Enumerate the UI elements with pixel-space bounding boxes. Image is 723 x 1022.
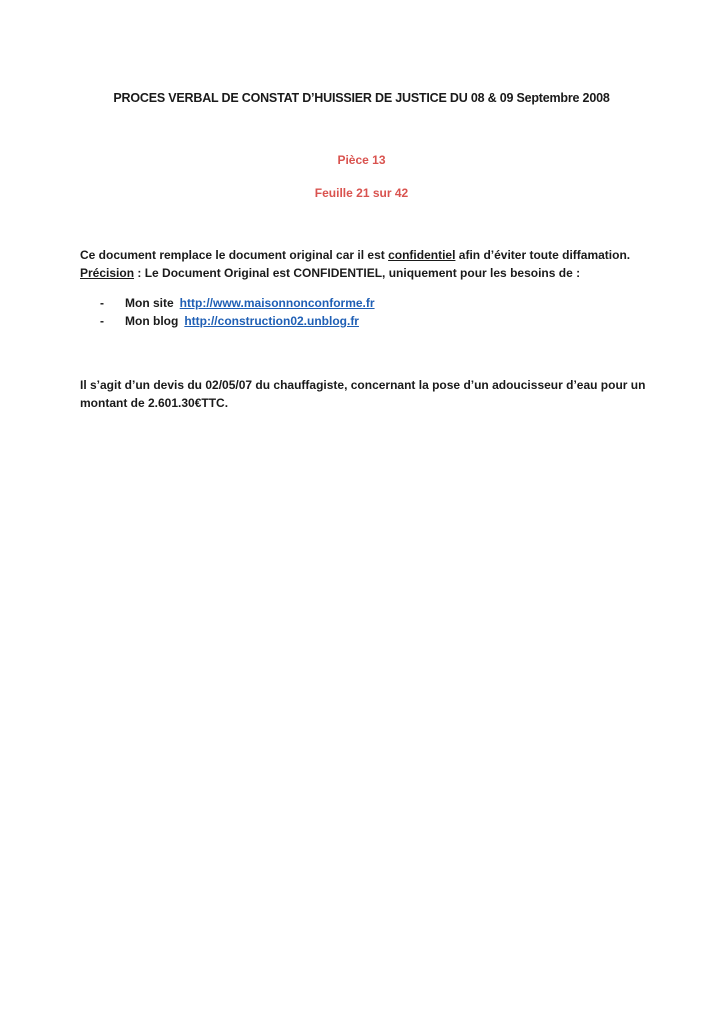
confidentiality-paragraph bbox=[80, 246, 655, 282]
bullet-dash: - bbox=[100, 314, 104, 328]
blog-link[interactable]: http://construction02.unblog.fr bbox=[184, 314, 359, 328]
bullet-dash: - bbox=[100, 296, 104, 310]
piece-number: Pièce 13 bbox=[337, 153, 386, 167]
p1-text-start: Ce document remplace le document original car il est bbox=[80, 248, 389, 262]
list-item bbox=[100, 312, 375, 330]
site-label: Mon site bbox=[125, 296, 174, 310]
quote-paragraph: Il s’agit d’un devis du 02/05/07 du chauffagiste, concernant la pose d’un adoucisseur d’eau pour un montant de 2.601.30€TTC. bbox=[80, 378, 646, 410]
blog-label: Mon blog bbox=[125, 314, 179, 328]
precision-label: Précision bbox=[80, 266, 135, 280]
site-link[interactable]: http://www.maisonnonconforme.fr bbox=[179, 296, 375, 310]
sheet-number: Feuille 21 sur 42 bbox=[314, 186, 409, 200]
list-item bbox=[100, 294, 375, 312]
confidentiel-word: confidentiel bbox=[388, 248, 456, 262]
precision-text: : Le Document Original est CONFIDENTIEL, uniquement pour les besoins de : bbox=[134, 266, 581, 280]
links-list bbox=[100, 294, 375, 330]
p1-text-end: afin d’éviter toute diffamation. bbox=[455, 248, 631, 262]
document-title: PROCES VERBAL DE CONSTAT D’HUISSIER DE JUSTICE DU 08 & 09 Septembre 2008 bbox=[113, 91, 610, 105]
